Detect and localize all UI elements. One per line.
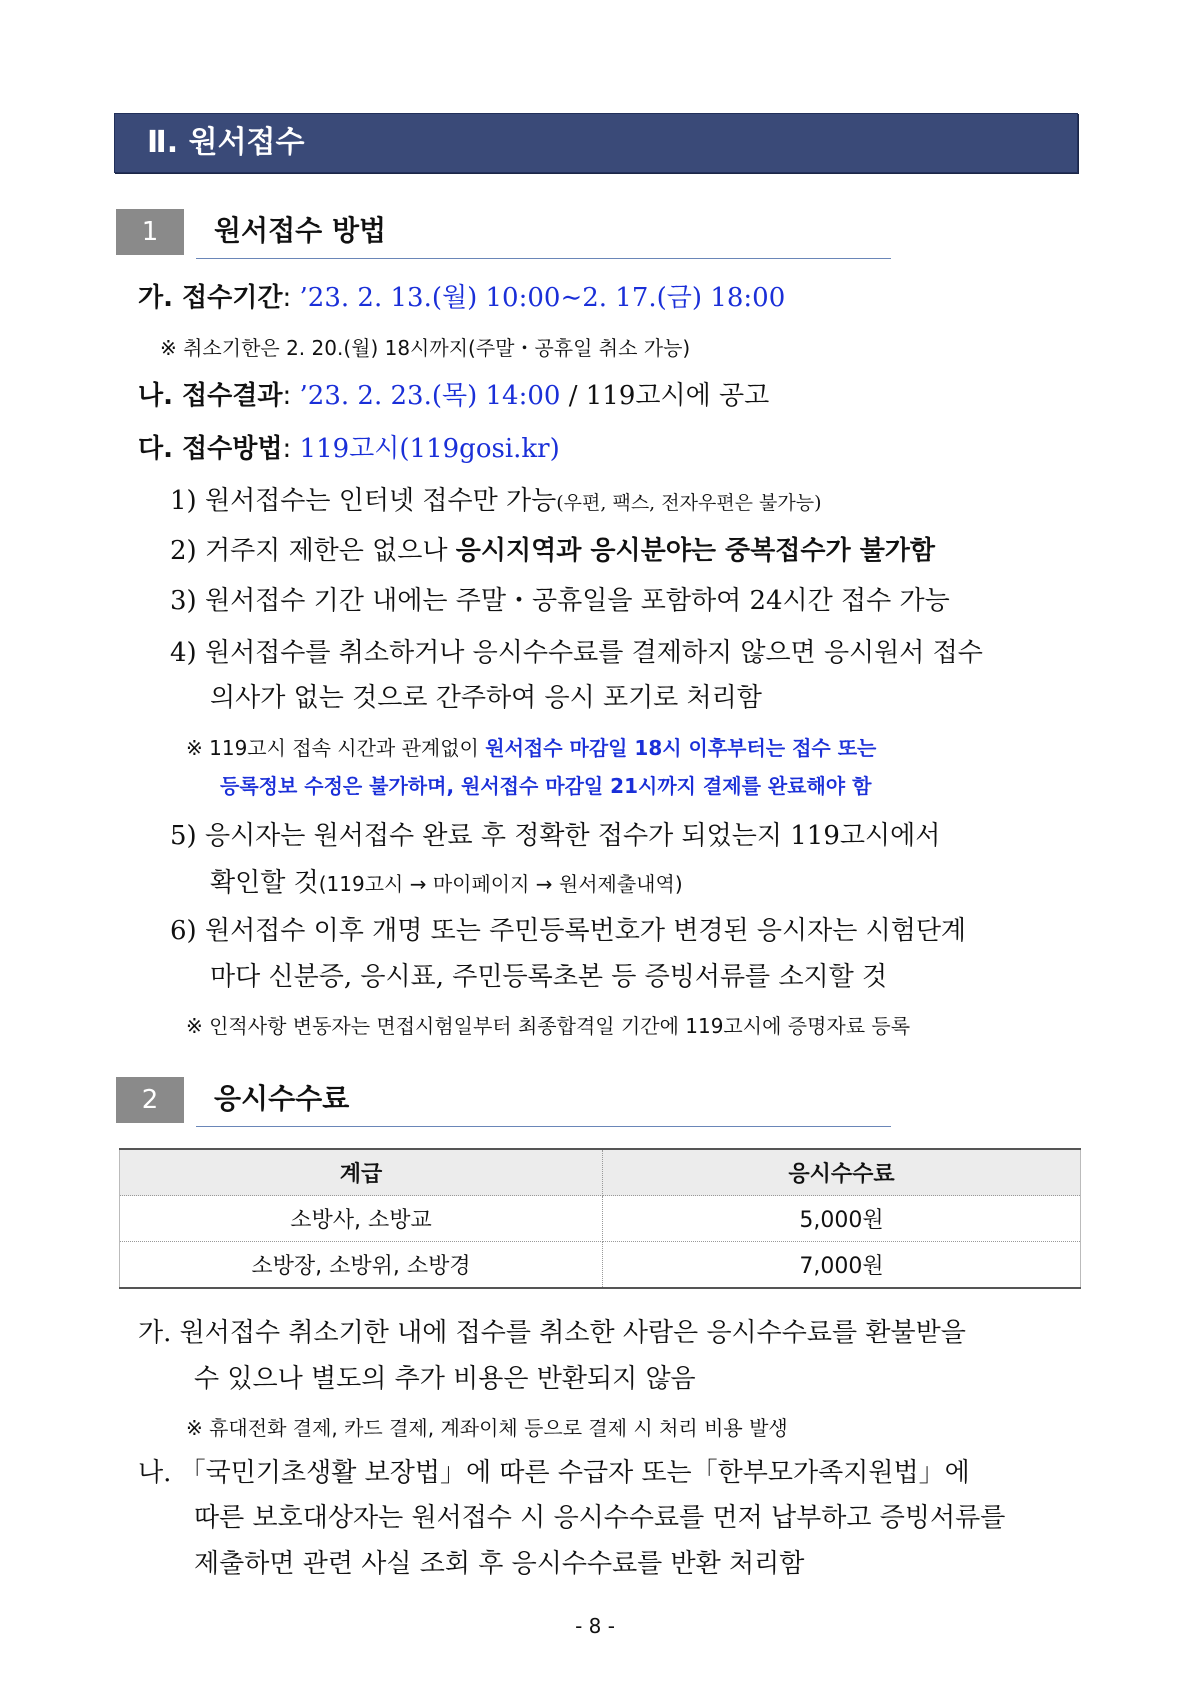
section-1-number: 1: [116, 209, 184, 255]
table-row: [120, 1196, 1081, 1242]
reception-result-rest: / 119고시에 공고: [560, 381, 770, 411]
method-item-5-text: 확인할 것: [210, 868, 319, 898]
colon: :: [282, 381, 300, 411]
reception-method-label: 다. 접수방법: [138, 434, 283, 464]
fee-table: [119, 1148, 1081, 1289]
cancel-deadline-note: ※ 취소기한은 2. 20.(월) 18시까지(주말・공휴일 취소 가능): [160, 336, 691, 360]
reception-method-value: 119고시(119gosi.kr): [299, 434, 560, 464]
table-cell-fee: 7,000원: [603, 1242, 1081, 1289]
chapter-banner: [114, 113, 1078, 173]
section-1-title: 원서접수 방법: [214, 214, 387, 247]
reception-result-label: 나. 접수결과: [138, 381, 283, 411]
refund-item-na-line1: 나. 「국민기초생활 보장법」에 따른 수급자 또는「한부모가족지원법」에: [138, 1458, 970, 1488]
reception-result: [138, 375, 769, 412]
table-cell-rank: 소방장, 소방위, 소방경: [120, 1242, 603, 1289]
refund-item-ga-line1: 가. 원서접수 취소기한 내에 접수를 취소한 사람은 응시수수료를 환불받을: [138, 1318, 966, 1348]
method-item-5-small: (119고시 → 마이페이지 → 원서제출내역): [318, 872, 683, 896]
payment-warning-blue-1: 원서접수 마감일 18시 이후부터는 접수 또는: [485, 736, 877, 760]
table-cell-rank: 소방사, 소방교: [120, 1196, 603, 1242]
chapter-title: Ⅱ. 원서접수: [147, 125, 305, 160]
personal-info-note: ※ 인적사항 변동자는 면접시험일부터 최종합격일 기간에 119고시에 증명자료 등록: [186, 1014, 911, 1038]
processing-fee-note: ※ 휴대전화 결제, 카드 결제, 계좌이체 등으로 결제 시 처리 비용 발생: [186, 1416, 788, 1440]
payment-warning-note: [186, 732, 876, 761]
refund-item-na-line3: 제출하면 관련 사실 조회 후 응시수수료를 반환 처리함: [194, 1549, 805, 1579]
method-item-1-small: (우편, 팩스, 전자우편은 불가능): [556, 492, 822, 514]
method-item-4-line2: 의사가 없는 것으로 간주하여 응시 포기로 처리함: [210, 683, 762, 713]
payment-warning-blue-2: 등록정보 수정은 불가하며, 원서접수 마감일 21시까지 결제를 완료해야 함: [220, 774, 872, 798]
method-item-1: [170, 480, 822, 517]
method-item-2: [170, 530, 935, 567]
refund-item-ga-line2: 수 있으나 별도의 추가 비용은 반환되지 않음: [194, 1364, 696, 1394]
page-number: - 8 -: [575, 1614, 615, 1638]
refund-item-na-line2: 따른 보호대상자는 원서접수 시 응시수수료를 먼저 납부하고 증빙서류를: [194, 1503, 1006, 1533]
table-header-rank: 계급: [120, 1149, 603, 1196]
section-2-title: 응시수수료: [214, 1082, 350, 1115]
colon: :: [282, 283, 300, 313]
reception-period: [138, 277, 785, 314]
method-item-1-text: 1) 원서접수는 인터넷 접수만 가능: [170, 486, 557, 516]
method-item-6-line1: 6) 원서접수 이후 개명 또는 주민등록번호가 변경된 응시자는 시험단계: [170, 916, 967, 946]
section-1-underline: [196, 258, 891, 259]
table-row: [120, 1242, 1081, 1289]
method-item-5-line2: [210, 862, 683, 899]
reception-period-value: ’23. 2. 13.(월) 10:00∼2. 17.(금) 18:00: [299, 283, 786, 313]
section-2-number: 2: [116, 1077, 184, 1123]
payment-warning-prefix: ※ 119고시 접속 시간과 관계없이: [186, 736, 486, 760]
table-header-row: [120, 1149, 1081, 1196]
method-item-4-line1: 4) 원서접수를 취소하거나 응시수수료를 결제하지 않으면 응시원서 접수: [170, 638, 983, 668]
section-1-header: [116, 209, 891, 255]
method-item-3: 3) 원서접수 기간 내에는 주말・공휴일을 포함하여 24시간 접수 가능: [170, 586, 950, 616]
method-item-2-text: 2) 거주지 제한은 없으나: [170, 536, 456, 566]
reception-period-label: 가. 접수기간: [138, 283, 283, 313]
section-2-header: [116, 1077, 891, 1123]
reception-result-value: ’23. 2. 23.(목) 14:00: [299, 381, 561, 411]
reception-method: [138, 428, 560, 465]
method-item-5-line1: 5) 응시자는 원서접수 완료 후 정확한 접수가 되었는지 119고시에서: [170, 821, 941, 851]
table-cell-fee: 5,000원: [603, 1196, 1081, 1242]
table-header-fee: 응시수수료: [603, 1149, 1081, 1196]
method-item-6-line2: 마다 신분증, 응시표, 주민등록초본 등 증빙서류를 소지할 것: [210, 962, 888, 992]
colon: :: [282, 434, 300, 464]
section-2-underline: [196, 1126, 891, 1127]
method-item-2-bold: 응시지역과 응시분야는 중복접수가 불가함: [455, 536, 936, 566]
